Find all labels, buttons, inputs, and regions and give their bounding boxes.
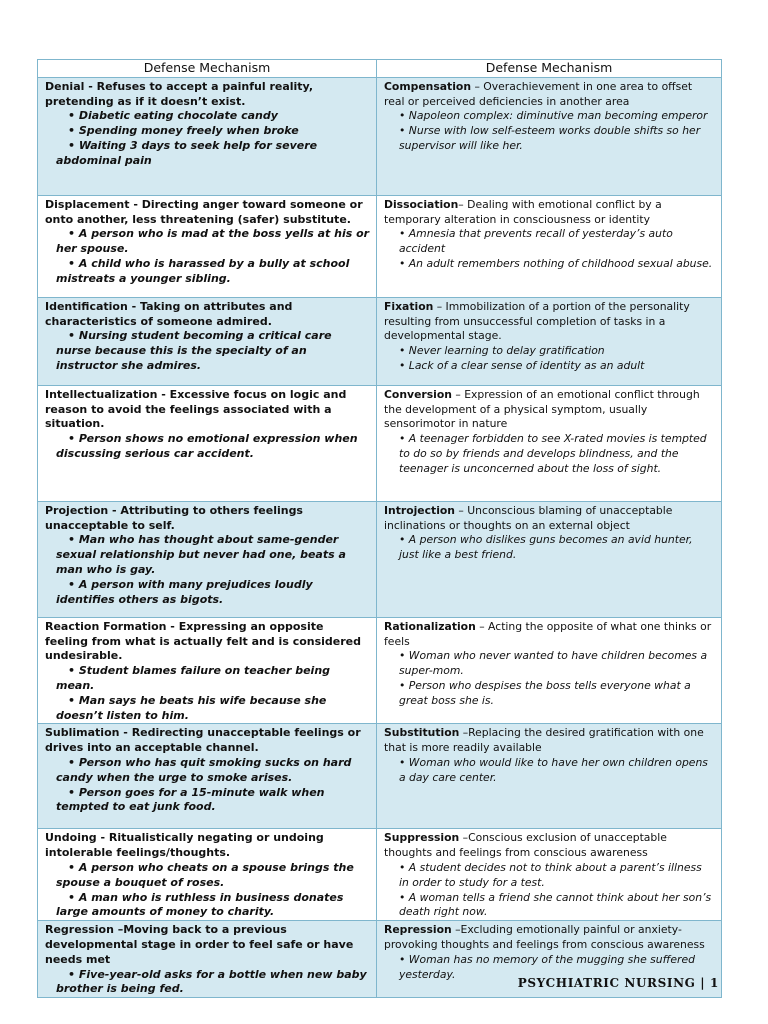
mechanism-description: – Dealing with emotional conflict by a temporary alteration in consciousness or identity: [384, 197, 662, 226]
mechanism-example: • Amnesia that prevents recall of yesterday’s auto accident: [399, 227, 673, 256]
mechanism-description: – Unconscious blaming of unacceptable inclinations or thoughts on an external object: [384, 503, 673, 532]
table-row: [38, 829, 722, 921]
mechanism-definition: [384, 923, 715, 953]
mechanism-example: • Woman who would like to have her own children opens a day care center.: [399, 755, 708, 784]
column-header-right: Defense Mechanism: [377, 60, 722, 78]
mechanism-definition: Intellectualization - Excessive focus on logic and reason to avoid the feelings associated with a situation.: [45, 387, 347, 431]
mechanism-example: • Nursing student becoming a critical care nurse because this is the specialty of an instructor she admires.: [56, 329, 332, 372]
table-body: [38, 77, 722, 997]
mechanism-term: Introjection: [384, 503, 455, 517]
mechanism-example: • A person who cheats on a spouse brings the spouse a bouquet of roses.: [56, 860, 354, 889]
mechanism-term: Fixation: [384, 299, 434, 313]
mechanism-example: • Spending money freely when broke: [68, 124, 299, 138]
mechanism-definition: [384, 620, 715, 650]
mechanism-cell-left: [38, 195, 377, 297]
mechanism-cell-left: [38, 921, 377, 998]
mechanism-definition: Denial - Refuses to accept a painful reality, pretending as if it doesn’t exist.: [45, 79, 314, 108]
table-row: [38, 297, 722, 385]
mechanism-term: Substitution: [384, 726, 460, 740]
mechanism-cell-left: [38, 297, 377, 385]
table-row: [38, 724, 722, 829]
mechanism-example: • A teenager forbidden to see X-rated movies is tempted to do so by friends and develops blindness, and the teenager is unconcerned about the loss of sight.: [399, 432, 707, 475]
mechanism-example: • Woman who never wanted to have children becomes a super-mom.: [399, 649, 708, 678]
mechanism-definition: [384, 726, 715, 756]
mechanism-example: • A woman tells a friend she cannot think about her son’s death right now.: [399, 890, 712, 919]
table-header-row: [38, 60, 722, 78]
mechanism-cell-left: [38, 617, 377, 724]
mechanism-cell-right: [377, 385, 722, 501]
mechanism-cell-right: [377, 195, 722, 297]
mechanism-description: – Immobilization of a portion of the personality resulting from unsuccessful completion of tasks in a developmental stage.: [384, 299, 690, 343]
mechanism-example: • Nurse with low self-esteem works double shifts so her supervisor will like her.: [399, 124, 701, 152]
mechanism-example: • A person who is mad at the boss yells at his or her spouse.: [56, 227, 370, 256]
column-header-left: Defense Mechanism: [38, 60, 377, 78]
mechanism-definition: Displacement - Directing anger toward someone or onto another, less threatening (safer) substitute.: [45, 197, 363, 226]
mechanism-example: • A person who dislikes guns becomes an avid hunter, just like a best friend.: [399, 533, 693, 562]
mechanism-description: –Conscious exclusion of unacceptable thoughts and feelings from conscious awareness: [384, 831, 667, 860]
mechanism-description: – Overachievement in one area to offset real or perceived deficiencies in another area: [384, 79, 693, 108]
mechanism-example: • A person with many prejudices loudly identifies others as bigots.: [56, 577, 313, 606]
mechanism-cell-left: [38, 724, 377, 829]
mechanism-example: • Person goes for a 15-minute walk when tempted to eat junk food.: [56, 785, 325, 814]
mechanism-cell-left: [38, 385, 377, 501]
mechanism-cell-right: [377, 829, 722, 921]
mechanism-description: – Expression of an emotional conflict through the development of a physical symptom, usually sensorimotor in nature: [384, 387, 700, 431]
mechanism-example: • Napoleon complex: diminutive man becoming emperor: [399, 109, 708, 123]
mechanism-term: Conversion: [384, 387, 452, 401]
mechanism-cell-left: [38, 501, 377, 617]
mechanism-example: • Student blames failure on teacher being mean.: [56, 664, 331, 692]
mechanism-cell-right: [377, 724, 722, 829]
mechanism-definition: Undoing - Ritualistically negating or undoing intolerable feelings/thoughts.: [45, 831, 324, 860]
mechanism-definition: Reaction Formation - Expressing an opposite feeling from what is actually felt and is considered undesirable.: [45, 619, 362, 663]
mechanism-example: • Waiting 3 days to seek help for severe abdominal pain: [56, 138, 318, 167]
page-footer: PSYCHIATRIC NURSING | 1: [517, 976, 719, 990]
mechanism-description: – Acting the opposite of what one thinks or feels: [384, 619, 712, 648]
mechanism-definition: [384, 388, 715, 432]
mechanism-example: • Man says he beats his wife because she doesn’t listen to him.: [56, 693, 327, 722]
mechanism-definition: Sublimation - Redirecting unacceptable feelings or drives into an acceptable channel.: [45, 726, 361, 755]
mechanism-term: Repression: [384, 923, 452, 937]
mechanism-example: • Lack of a clear sense of identity as an adult: [399, 358, 645, 372]
mechanism-example: • A child who is harassed by a bully at school mistreats a younger sibling.: [56, 256, 350, 285]
mechanism-example: • A man who is ruthless in business donates large amounts of money to charity.: [56, 890, 344, 919]
defense-mechanism-table: [37, 59, 722, 998]
mechanism-definition: Projection - Attributing to others feelings unacceptable to self.: [45, 503, 303, 532]
table-row: [38, 195, 722, 297]
mechanism-example: • Person who despises the boss tells everyone what a great boss she is.: [399, 678, 691, 707]
mechanism-example: • Person who has quit smoking sucks on hard candy when the urge to smoke arises.: [56, 755, 352, 784]
mechanism-example: • Man who has thought about same-gender sexual relationship but never had one, beats a man who is gay.: [56, 533, 346, 576]
mechanism-definition: [384, 831, 715, 861]
table-row: [38, 385, 722, 501]
mechanism-cell-right: [377, 501, 722, 617]
mechanism-cell-left: [38, 77, 377, 195]
mechanism-example: • Never learning to delay gratification: [399, 344, 605, 358]
mechanism-example: • Diabetic eating chocolate candy: [68, 109, 278, 123]
mechanism-definition: [384, 504, 715, 534]
mechanism-cell-right: [377, 77, 722, 195]
mechanism-definition: [384, 198, 715, 228]
mechanism-cell-right: [377, 617, 722, 724]
mechanism-example: • Person shows no emotional expression when discussing serious car accident.: [56, 432, 358, 460]
mechanism-term: Rationalization: [384, 619, 476, 633]
mechanism-description: –Excluding emotionally painful or anxiety-provoking thoughts and feelings from conscious awareness: [384, 923, 705, 951]
mechanism-cell-left: [38, 829, 377, 921]
table-row: [38, 501, 722, 617]
mechanism-definition: [384, 80, 715, 110]
mechanism-term: Dissociation: [384, 197, 459, 211]
mechanism-example: • A student decides not to think about a parent’s illness in order to study for a test.: [399, 860, 702, 889]
table-row: [38, 77, 722, 195]
mechanism-definition: [384, 300, 715, 344]
mechanism-example: • Woman has no memory of the mugging she suffered yesterday.: [399, 952, 695, 981]
mechanism-definition: Identification - Taking on attributes and characteristics of someone admired.: [45, 299, 293, 328]
mechanism-cell-right: [377, 297, 722, 385]
mechanism-description: –Replacing the desired gratification with one that is more readily available: [384, 726, 704, 755]
mechanism-definition: Regression –Moving back to a previous developmental stage in order to feel safe or have needs met: [45, 923, 354, 966]
mechanism-term: Suppression: [384, 831, 460, 845]
mechanism-example: • Five-year-old asks for a bottle when new baby brother is being fed.: [56, 967, 367, 996]
mechanism-example: • An adult remembers nothing of childhood sexual abuse.: [399, 256, 713, 270]
mechanism-term: Compensation: [384, 79, 472, 93]
table-row: [38, 617, 722, 724]
